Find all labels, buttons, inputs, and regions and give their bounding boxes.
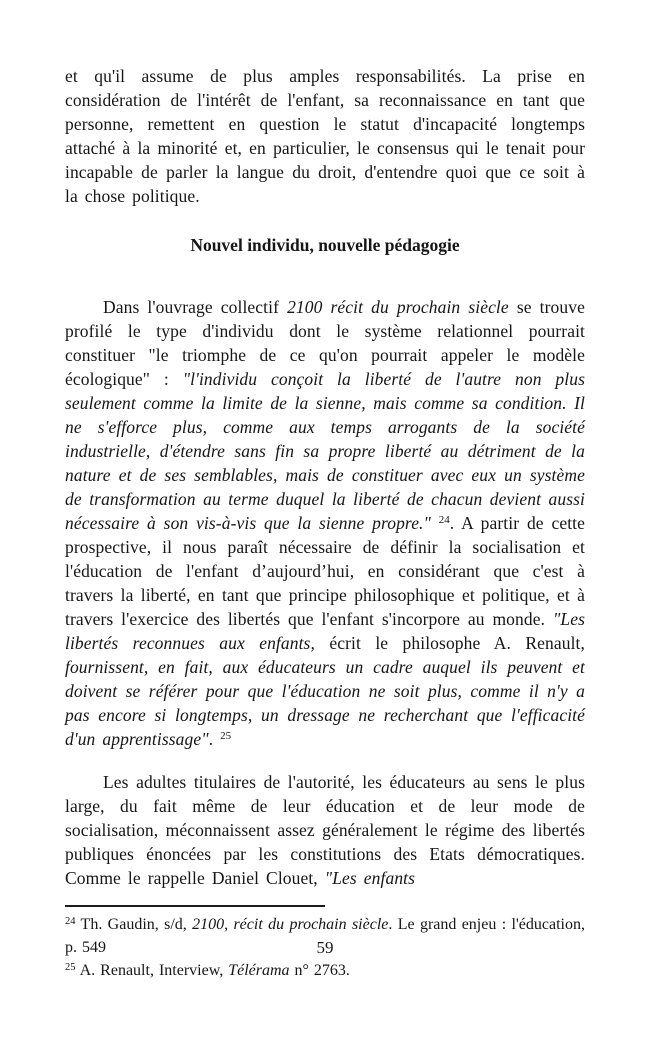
footnote-24: $^{24}$ Th. Gaudin, s/d, 2100, récit du prochain siècle. Le grand enjeu : l'éducation, p. 549 (65, 916, 586, 956)
paragraph-closing: Les adultes titulaires de l'autorité, les éducateurs au sens le plus large, du fait même de leur éducation et de leur mode de socialisation, méconnaissent assez généralement le régime des libertés publiques énoncées par les constitutions des Etats démocratiques. Comme le rappelle Daniel Clouet, "Les enfants (65, 772, 585, 888)
paragraph-continuation: et qu'il assume de plus amples responsabilités. La prise en considération de l'intérêt de l'enfant, sa reconnaissance en tant que personne, remettent en question le statut d'incapacité longtemps attaché à la minorité et, en particulier, le consensus qui le tenait pour incapable de parler la langue du droit, d'entendre quoi que ce soit à la chose politique. (65, 66, 585, 206)
footnote-25: $^{25}$ A. Renault, Interview, Télérama n° 2763. (65, 962, 350, 979)
footnote-separator (65, 905, 325, 907)
paragraph-main: Dans l'ouvrage collectif 2100 récit du prochain siècle se trouve profilé le type d'individu dont le système relationnel pourrait constituer "le triomphe de ce qu'on pourrait appeler le modèle écologique" : "l'individu conçoit la liberté de l'autre non plus seulement comme la limite de la sienne, mais comme sa condition. Il ne s'efforce plus, comme aux temps arrogants de la société industrielle, d'étendre sans fin sa propre liberté au détriment de la nature et de ses semblables, mais de constituer avec eux un système de transformation au terme duquel la liberté de chacun devient aussi nécessaire à son vis-à-vis que la sienne propre." $^{24}$. A partir de cette prospective, il nous paraît nécessaire de définir la socialisation et l'éducation de l'enfant d’aujourd’hui, en considérant que c'est à travers la liberté, en tant que principe philosophique et politique, et à travers l'exercice des libertés que l'enfant s'incorpore au monde. "Les libertés reconnues aux enfants, écrit le philosophe A. Renault, fournissent, en fait, aux éducateurs un cadre auquel ils peuvent et doivent se référer pour que l'éducation ne soit plus, comme il n'y a pas encore si longtemps, un dressage ne recherchant que l'efficacité d'un apprentissage". $^{25}$ (65, 297, 585, 749)
page-number: 59 (316, 938, 334, 957)
text-block (65, 64, 585, 982)
section-heading: Nouvel individu, nouvelle pédagogie (190, 235, 460, 255)
